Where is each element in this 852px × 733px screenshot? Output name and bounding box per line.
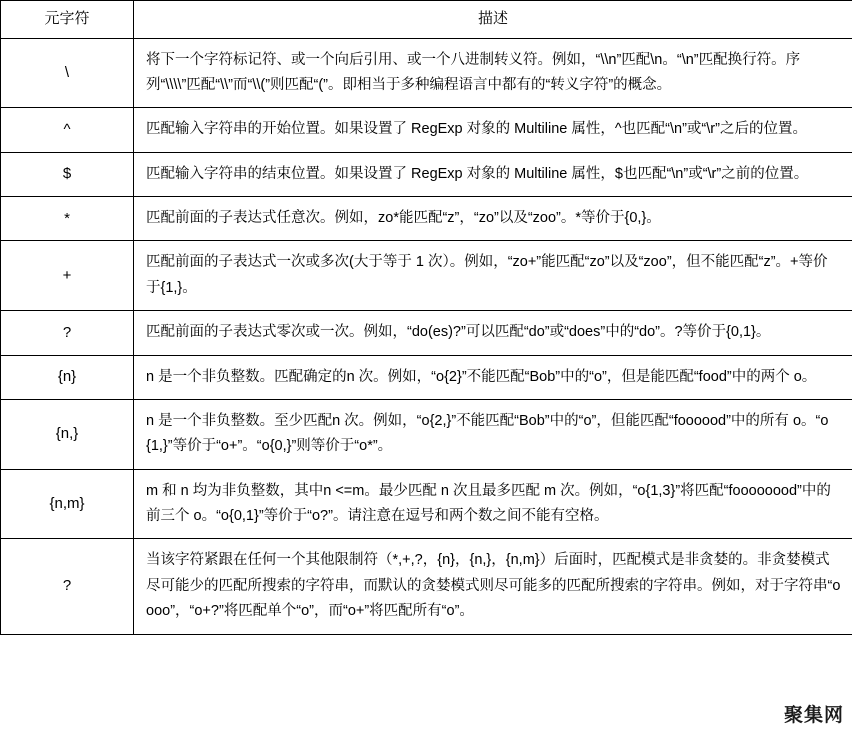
table-row: [1, 399, 852, 469]
metacharacter-cell: {n,}: [1, 399, 134, 469]
table-header-row: [1, 1, 852, 39]
table-row: [1, 108, 852, 152]
table-row: [1, 311, 852, 355]
table-row: [1, 197, 852, 241]
description-cell: 匹配前面的子表达式一次或多次(大于等于 1 次）。例如，“zo+”能匹配“zo”以及“zoo”，但不能匹配“z”。+等价于{1,}。: [134, 241, 852, 311]
description-cell: 匹配前面的子表达式零次或一次。例如，“do(es)?”可以匹配“do”或“does”中的“do”。?等价于{0,1}。: [134, 311, 852, 355]
metacharacter-cell: \: [1, 38, 134, 108]
metacharacter-cell: +: [1, 241, 134, 311]
table-row: [1, 241, 852, 311]
description-cell: 当该字符紧跟在任何一个其他限制符（*,+,?，{n}，{n,}，{n,m}）后面时，匹配模式是非贪婪的。非贪婪模式尽可能少的匹配所搜索的字符串，而默认的贪婪模式则尽可能多的匹配所搜索的字符串。例如，对于字符串“oooo”，“o+?”将匹配单个“o”，而“o+”将匹配所有“o”。: [134, 539, 852, 634]
metacharacter-cell: ?: [1, 539, 134, 634]
metacharacter-cell: ?: [1, 311, 134, 355]
description-cell: 将下一个字符标记符、或一个向后引用、或一个八进制转义符。例如，“\\n”匹配\n。“\n”匹配换行符。序列“\\\\”匹配“\\”而“\\(”则匹配“(”。即相当于多种编程语言中都有的“转义字符”的概念。: [134, 38, 852, 108]
description-cell: 匹配前面的子表达式任意次。例如，zo*能匹配“z”，“zo”以及“zoo”。*等价于{0,}。: [134, 197, 852, 241]
table-row: [1, 355, 852, 399]
metacharacter-cell: $: [1, 152, 134, 196]
column-header-metacharacter: 元字符: [1, 1, 134, 39]
description-cell: n 是一个非负整数。匹配确定的n 次。例如，“o{2}”不能匹配“Bob”中的“o”，但是能匹配“food”中的两个 o。: [134, 355, 852, 399]
watermark: 聚集网: [783, 704, 844, 726]
metacharacter-cell: ^: [1, 108, 134, 152]
table-row: [1, 469, 852, 539]
table-row: [1, 152, 852, 196]
description-cell: 匹配输入字符串的结束位置。如果设置了 RegExp 对象的 Multiline 属性，$也匹配“\n”或“\r”之前的位置。: [134, 152, 852, 196]
table-row: [1, 38, 852, 108]
table-row: [1, 539, 852, 634]
metacharacter-cell: {n,m}: [1, 469, 134, 539]
description-cell: m 和 n 均为非负整数，其中n <=m。最少匹配 n 次且最多匹配 m 次。例如，“o{1,3}”将匹配“foooooood”中的前三个 o。“o{0,1}”等价于“o?”。请注意在逗号和两个数之间不能有空格。: [134, 469, 852, 539]
column-header-description: 描述: [134, 1, 852, 39]
description-cell: n 是一个非负整数。至少匹配n 次。例如，“o{2,}”不能匹配“Bob”中的“o”，但能匹配“foooood”中的所有 o。“o{1,}”等价于“o+”。“o{0,}”则等价于“o*”。: [134, 399, 852, 469]
description-cell: 匹配输入字符串的开始位置。如果设置了 RegExp 对象的 Multiline 属性，^也匹配“\n”或“\r”之后的位置。: [134, 108, 852, 152]
metacharacter-cell: *: [1, 197, 134, 241]
metacharacter-cell: {n}: [1, 355, 134, 399]
